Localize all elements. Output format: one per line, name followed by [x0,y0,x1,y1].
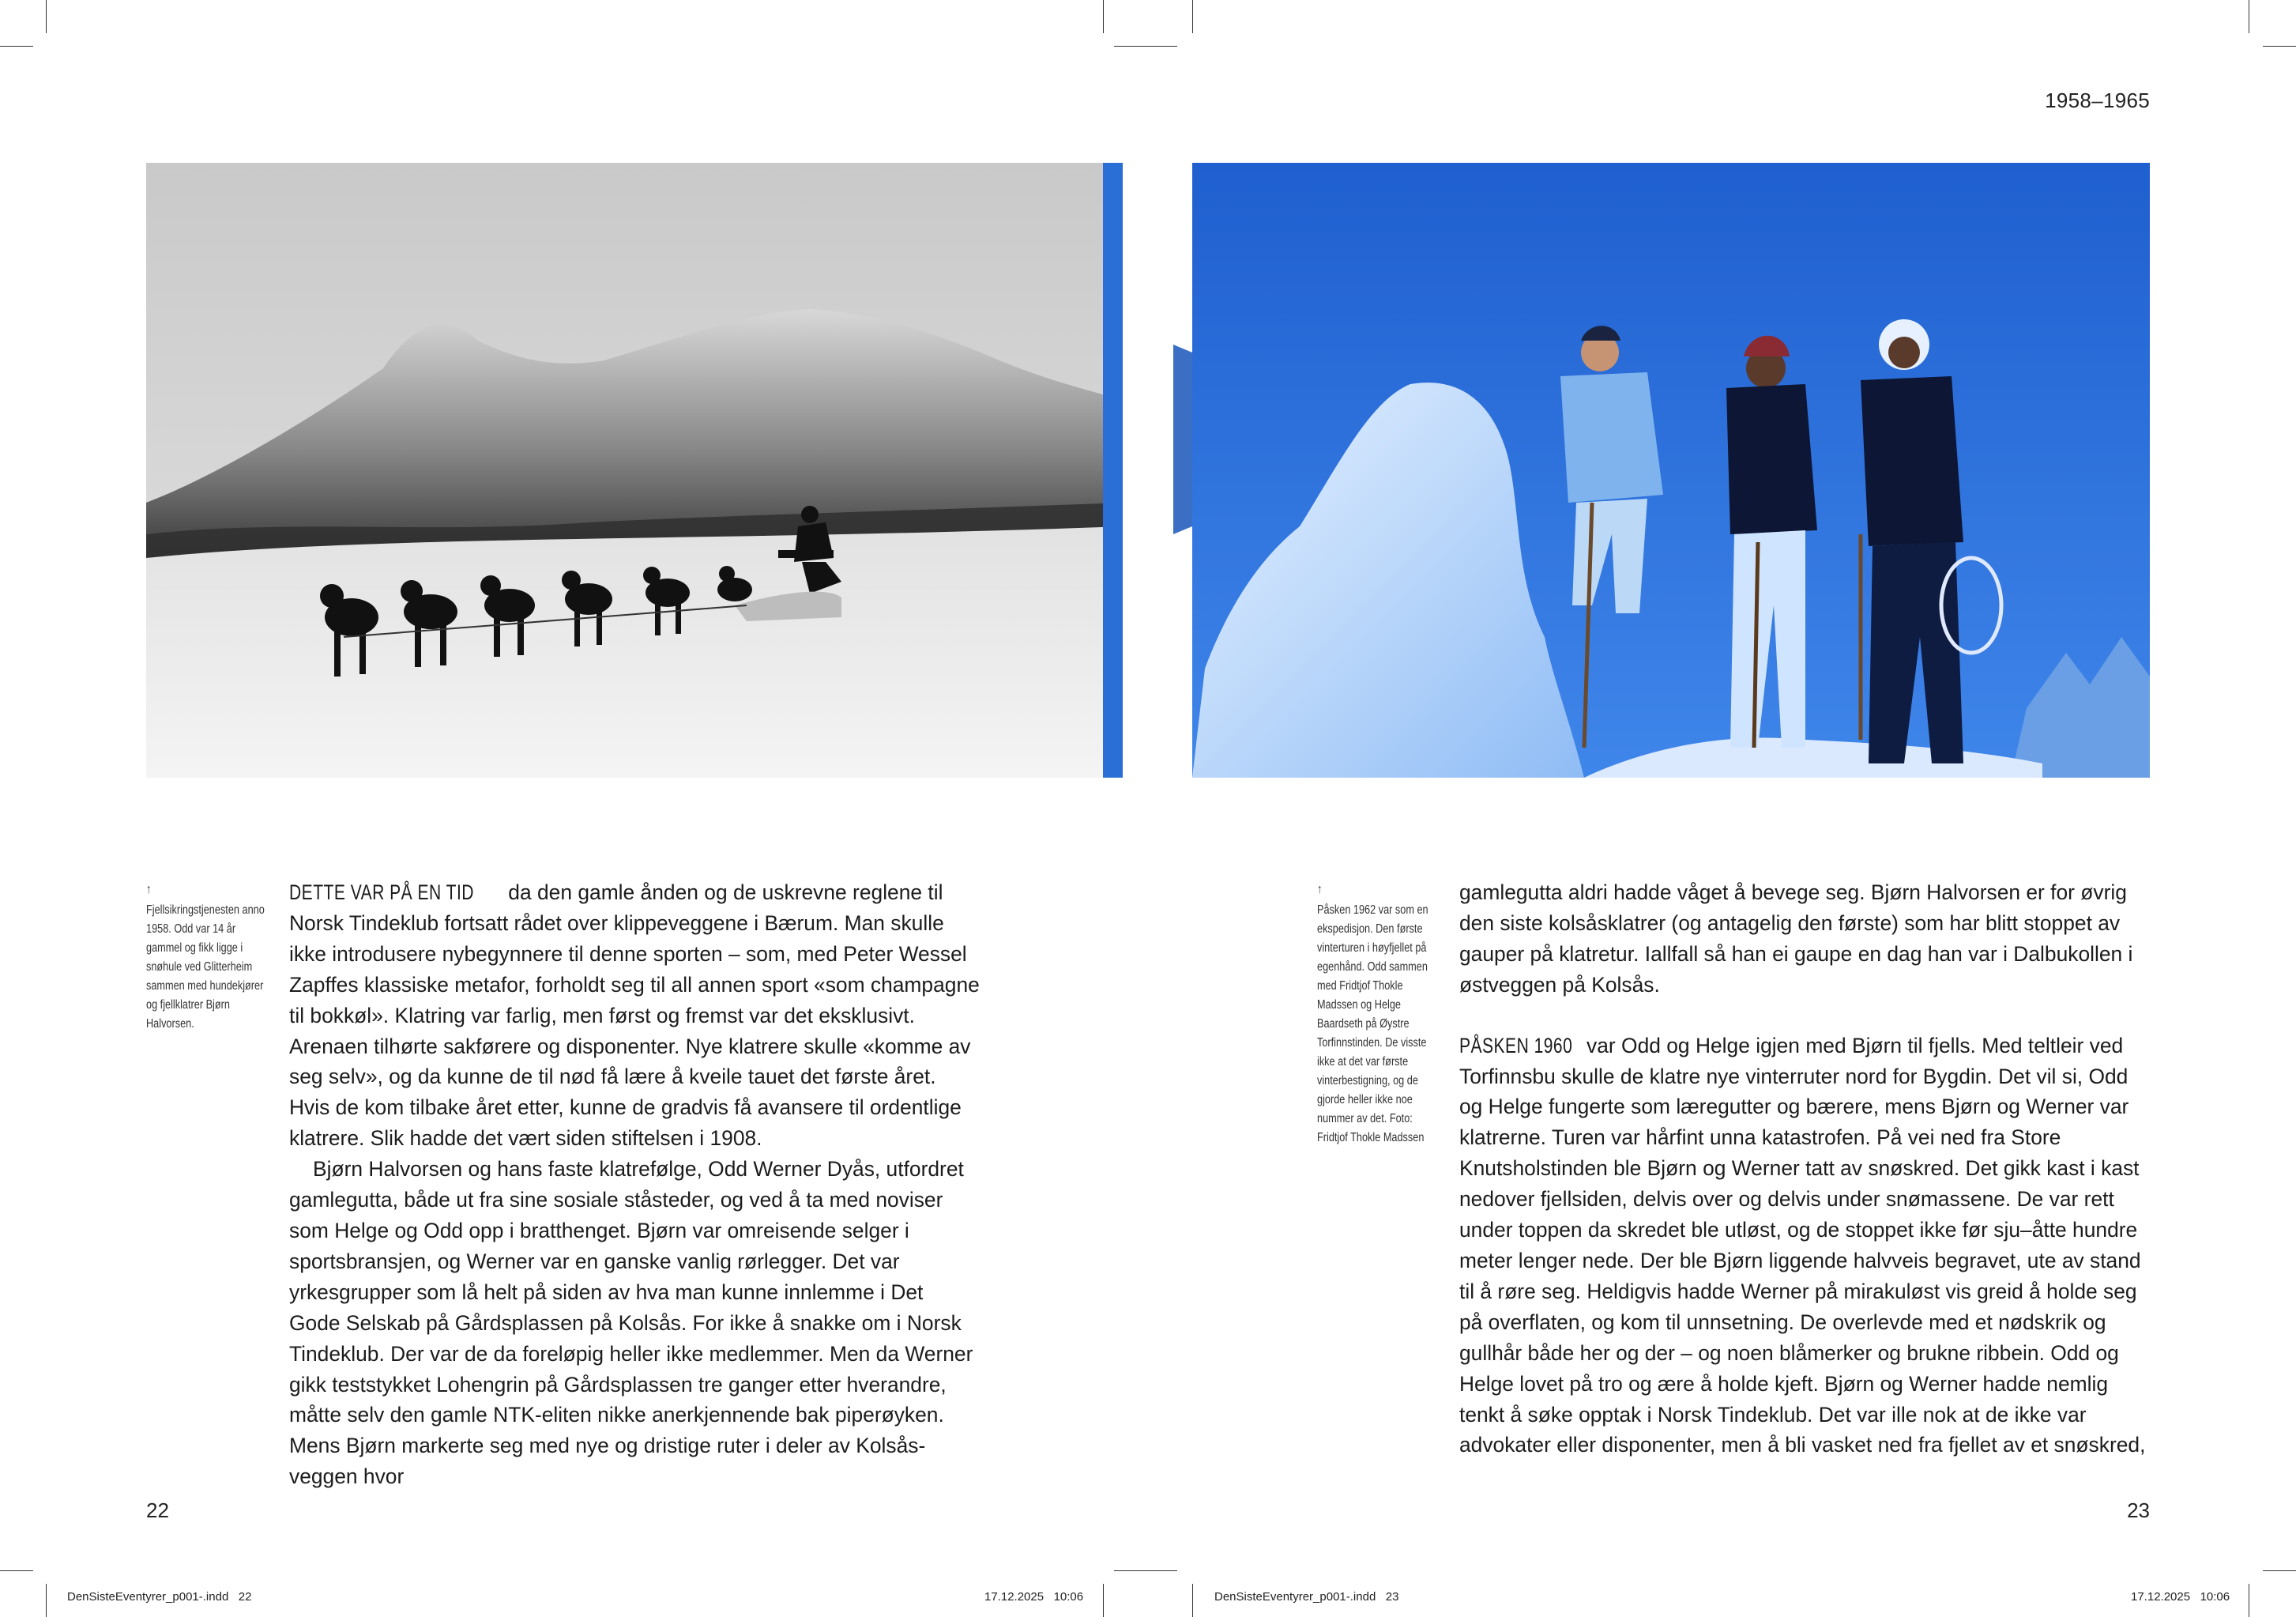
slug-filename: DenSisteEventyrer_p001-.indd 23 [1214,1590,1399,1604]
slug-filename: DenSisteEventyrer_p001-.indd 22 [67,1590,252,1604]
page-number: 23 [2127,1498,2150,1522]
paragraph [1459,1031,2150,1461]
right-page [1148,0,2296,1617]
paragraph: Bjørn Halvorsen og hans faste klatrefølge, Odd Werner Dyås, utfordret gamlegutta, både ut fra sine sosiale ståsteder, og ved å ta med noviser som Helge og Odd opp i bratthenget. Bjørn var omreisende selger i sportsbransjen, og Werner var en ganske vanlig rørlegger. Det var yrkesgrupper som lå helt på siden av hva man kunne innlemme i Det Gode Selskab på Gårdsplassen på Kolsås. For ikke å snakke om i Norsk Tindeklub. Der var de da foreløpig heller ikke medlemmer. Men da Werner gikk teststykket Lohengrin på Gårdsplassen tre ganger etter hverandre, måtte selv den gamle NTK-eliten nikke anerkjennende bak piperøyken. Mens Bjørn markerte seg med nye og dristige ruter i deler av Kolsås-veggen hvor [289,1157,973,1489]
caption-text: Påsken 1962 var som en ekspedisjon. Den første vinterturen i høyfjellet på egenhånd. Odd sammen med Fridtjof Thokle Madssen og Helge Baardseth på Øystre Torfinnstinden. De visste ikke at det var første vinterbestigning, og de gjorde heller ikke noe nummer av det. Foto: Fridtjof Thokle Madssen [1317,903,1428,1144]
slug-timestamp: 17.12.2025 10:06 [2131,1590,2230,1604]
body-text-column [1459,877,2150,1461]
caption-text: Fjellsikringstjenesten anno 1958. Odd var 14 år gammel og fikk ligge i snøhule ved Glitterheim sammen med hundekjører og fjellklatrer Bjørn Halvorsen. [146,903,265,1031]
summit-climbers-photo [1173,163,2150,778]
section-runin-heading: DETTE VAR PÅ EN TID [289,880,474,904]
running-head: 1958–1965 [2045,89,2150,112]
paragraph: gamlegutta aldri hadde våget å bevege seg. Bjørn Halvorsen er for øvrig den siste kolsåsklatrer (og antagelig den første) som har blitt stoppet av gauper på klatretur. Iallfall så han ei gaupe en dag han var i Dalbukollen i østveggen på Kolsås. [1459,880,2133,997]
section-runin-heading: PÅSKEN 1960 [1459,1033,1573,1057]
paragraph-text: var Odd og Helge igjen med Bjørn til fjells. Med teltleir ved Torfinnsbu skulle de klatre nye vinterruter nord for Bygdin. Det vil si, Odd og Helge fungerte som læregutter og bærere, mens Bjørn og Werner var klatrerne. Turen var hårfint unna katastrofen. På vei ned fra Store Knutsholstinden ble Bjørn og Werner tatt av snøskred. Det gikk kast i kast nedover fjellsiden, delvis over og delvis under snømassene. De var rett under toppen da skredet ble utløst, og de stoppet ikke før sju–åtte hundre meter lenger nede. Der ble Bjørn liggende halvveis begravet, ute av stand til å røre seg. Heldigvis hadde Werner på mirakuløst vis greid å holde seg på overflaten, og kom til unnsetning. De overlevde med et nødskrik og gullhår både her og der – og noen blåmerker og brukne ribbein. Odd og Helge lovet på tro og ære å holde kjeft. Bjørn og Werner hadde nemlig tenkt å søke opptak i Norsk Tindeklub. Det var ille nok at de ikke var advokater eller disponenter, men å bli vasket ned fra fjellet av et snøskred, [1459,1033,2146,1457]
caption-arrow-icon: ↑ [1317,883,1323,896]
body-text-column [289,877,980,1492]
dog-sled-photo [146,163,1123,778]
paragraph [289,877,980,1154]
paragraph-text: da den gamle ånden og de uskrevne reglene til Norsk Tindeklub fortsatt rådet over klippeveggene i Bærum. Man skulle ikke introdusere nybegynnere til denne sporten – som, med Peter Wessel Zapffes klassiske metafor, forholdt seg til all annen sport «som champagne til bokkøl». Klatring var farlig, men først og fremst var det eksklusivt. Arenaen tilhørte sakførere og disponenter. Nye klatrere skulle «komme av seg selv», og da kunne de til nød få lære å kveile tauet det første året. Hvis de kom tilbake året etter, kunne de gradvis få avansere til ordentlige klatrere. Slik hadde det vært siden stiftelsen i 1908. [289,880,980,1151]
page-number: 22 [146,1498,169,1522]
photo-caption [146,883,265,1034]
photo-caption [1317,883,1428,1148]
caption-arrow-icon: ↑ [146,883,152,896]
slug-timestamp: 17.12.2025 10:06 [984,1590,1084,1604]
